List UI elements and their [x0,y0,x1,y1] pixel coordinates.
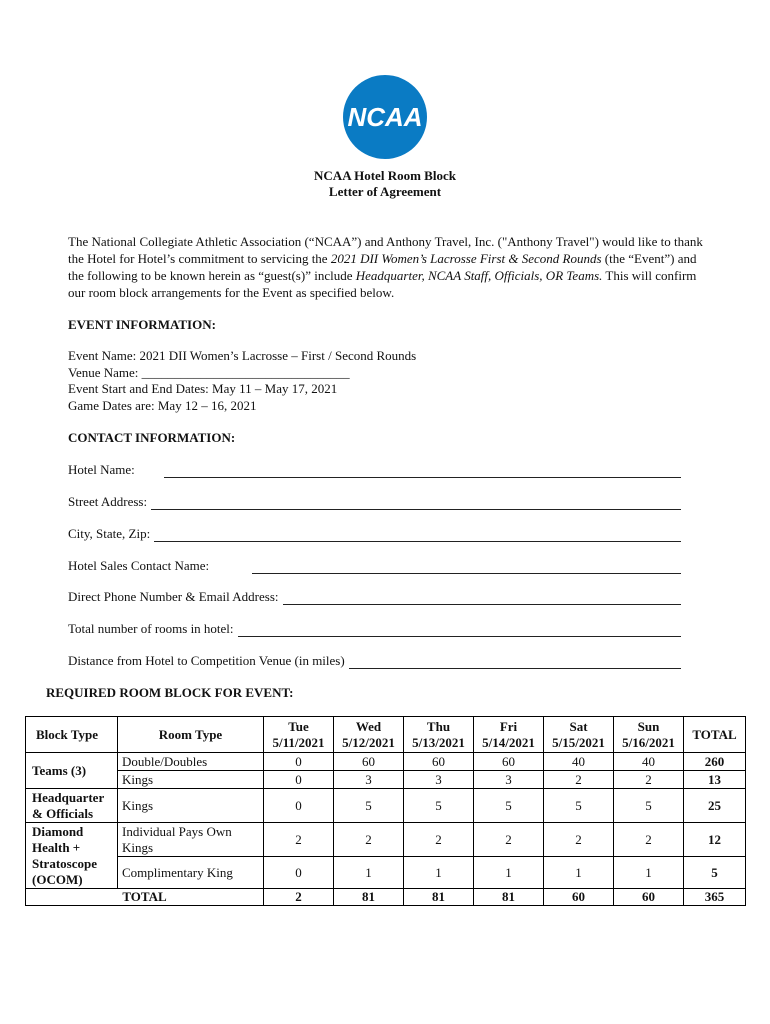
value-cell: 1 [614,857,684,889]
title-line-1: NCAA Hotel Room Block [314,168,456,183]
room-type-cell: Double/Doubles [118,753,264,771]
ncaa-logo [342,74,428,160]
city-state-zip-label: City, State, Zip: [68,526,151,541]
table-row [26,857,746,889]
hotel-name-field[interactable] [68,462,681,478]
intro-text-3: This will confirm our room block arrangements for the Event as specified below. [68,268,697,300]
value-cell: 0 [264,771,334,789]
street-address-blank[interactable] [151,498,681,510]
title-line-2: Letter of Agreement [328,184,442,199]
table-row [26,823,746,857]
header-day-sun: Sun 5/16/2021 [614,717,684,753]
street-address-field[interactable] [68,494,681,510]
room-type-cell: Kings [118,771,264,789]
room-block-heading: REQUIRED ROOM BLOCK FOR EVENT: [46,685,294,700]
total-rooms-field[interactable] [68,621,681,637]
block-diamond-health: Diamond Health + Stratoscope (OCOM) [26,823,118,889]
sales-contact-field[interactable] [68,558,681,574]
value-cell: 2 [614,823,684,857]
distance-field[interactable] [68,653,681,669]
value-cell: 60 [404,753,474,771]
sales-contact-label: Hotel Sales Contact Name: [68,558,210,573]
room-type-cell: Complimentary King [118,857,264,889]
header-day-tue: Tue 5/11/2021 [264,717,334,753]
table-row [26,789,746,823]
city-state-zip-field[interactable] [68,526,681,542]
value-cell: 3 [334,771,404,789]
totals-label: TOTAL [26,889,264,906]
header-day-thu: Thu 5/13/2021 [404,717,474,753]
header-total: TOTAL [684,717,746,753]
value-cell: 5 [334,789,404,823]
phone-email-blank[interactable] [283,593,682,605]
row-total-cell: 13 [684,771,746,789]
row-total-cell: 25 [684,789,746,823]
value-cell: 3 [474,771,544,789]
room-block-table [25,716,746,906]
value-cell: 2 [544,771,614,789]
intro-guests: Headquarter, NCAA Staff, Officials, OR Teams. [355,268,603,283]
room-type-cell: Kings [118,789,264,823]
total-rooms-label: Total number of rooms in hotel: [68,621,234,636]
total-cell: 2 [264,889,334,906]
sales-contact-blank[interactable] [252,562,681,574]
table-header-row [26,717,746,753]
intro-text-2: (the “Event”) and the following to be known herein as “guest(s)” include [68,251,697,283]
value-cell: 0 [264,857,334,889]
event-name-line: Event Name: 2021 DII Women’s Lacrosse – First / Second Rounds [68,348,417,363]
value-cell: 0 [264,789,334,823]
row-total-cell: 260 [684,753,746,771]
contact-info-heading: CONTACT INFORMATION: [68,430,236,445]
value-cell: 40 [544,753,614,771]
table-row [26,771,746,789]
event-info-heading: EVENT INFORMATION: [68,317,216,332]
value-cell: 2 [614,771,684,789]
total-cell: 60 [614,889,684,906]
value-cell: 3 [404,771,474,789]
value-cell: 5 [404,789,474,823]
city-state-zip-blank[interactable] [154,530,681,542]
value-cell: 1 [404,857,474,889]
document-title [0,168,770,200]
row-total-cell: 5 [684,857,746,889]
header-room-type: Room Type [118,717,264,753]
value-cell: 2 [264,823,334,857]
value-cell: 60 [334,753,404,771]
value-cell: 2 [404,823,474,857]
value-cell: 2 [544,823,614,857]
totals-row [26,889,746,906]
grand-total-cell: 365 [684,889,746,906]
row-total-cell: 12 [684,823,746,857]
value-cell: 2 [474,823,544,857]
header-day-fri: Fri 5/14/2021 [474,717,544,753]
total-rooms-blank[interactable] [238,625,681,637]
street-address-label: Street Address: [68,494,148,509]
game-dates-line: Game Dates are: May 12 – 16, 2021 [68,398,257,413]
distance-blank[interactable] [349,657,681,669]
total-cell: 60 [544,889,614,906]
value-cell: 60 [474,753,544,771]
block-teams: Teams (3) [26,753,118,789]
room-type-cell: Individual Pays Own Kings [118,823,264,857]
intro-text-1: The National Collegiate Athletic Association (“NCAA”) and Anthony Travel, Inc. ("Anthony Travel") would like to thank the Hotel for Hotel’s commitment to servicing the [68,234,703,266]
logo-text: NCAA [347,102,423,132]
value-cell: 5 [614,789,684,823]
distance-label: Distance from Hotel to Competition Venue (in miles) [68,653,345,668]
value-cell: 2 [334,823,404,857]
value-cell: 5 [544,789,614,823]
value-cell: 40 [614,753,684,771]
hotel-name-label: Hotel Name: [68,462,135,477]
hotel-name-blank[interactable] [164,466,681,478]
phone-email-field[interactable] [68,589,681,605]
total-cell: 81 [404,889,474,906]
total-cell: 81 [474,889,544,906]
event-dates-line: Event Start and End Dates: May 11 – May 17, 2021 [68,381,338,396]
header-day-wed: Wed 5/12/2021 [334,717,404,753]
phone-email-label: Direct Phone Number & Email Address: [68,589,279,604]
value-cell: 1 [474,857,544,889]
venue-name-line[interactable]: Venue Name: ________________________________ [68,365,350,380]
block-headquarter: Headquarter & Officials [26,789,118,823]
value-cell: 0 [264,753,334,771]
value-cell: 1 [334,857,404,889]
intro-event-name: 2021 DII Women’s Lacrosse First & Second Rounds [330,251,602,266]
value-cell: 5 [474,789,544,823]
table-row [26,753,746,771]
value-cell: 1 [544,857,614,889]
total-cell: 81 [334,889,404,906]
header-block-type: Block Type [26,717,118,753]
header-day-sat: Sat 5/15/2021 [544,717,614,753]
intro-paragraph [68,233,708,301]
